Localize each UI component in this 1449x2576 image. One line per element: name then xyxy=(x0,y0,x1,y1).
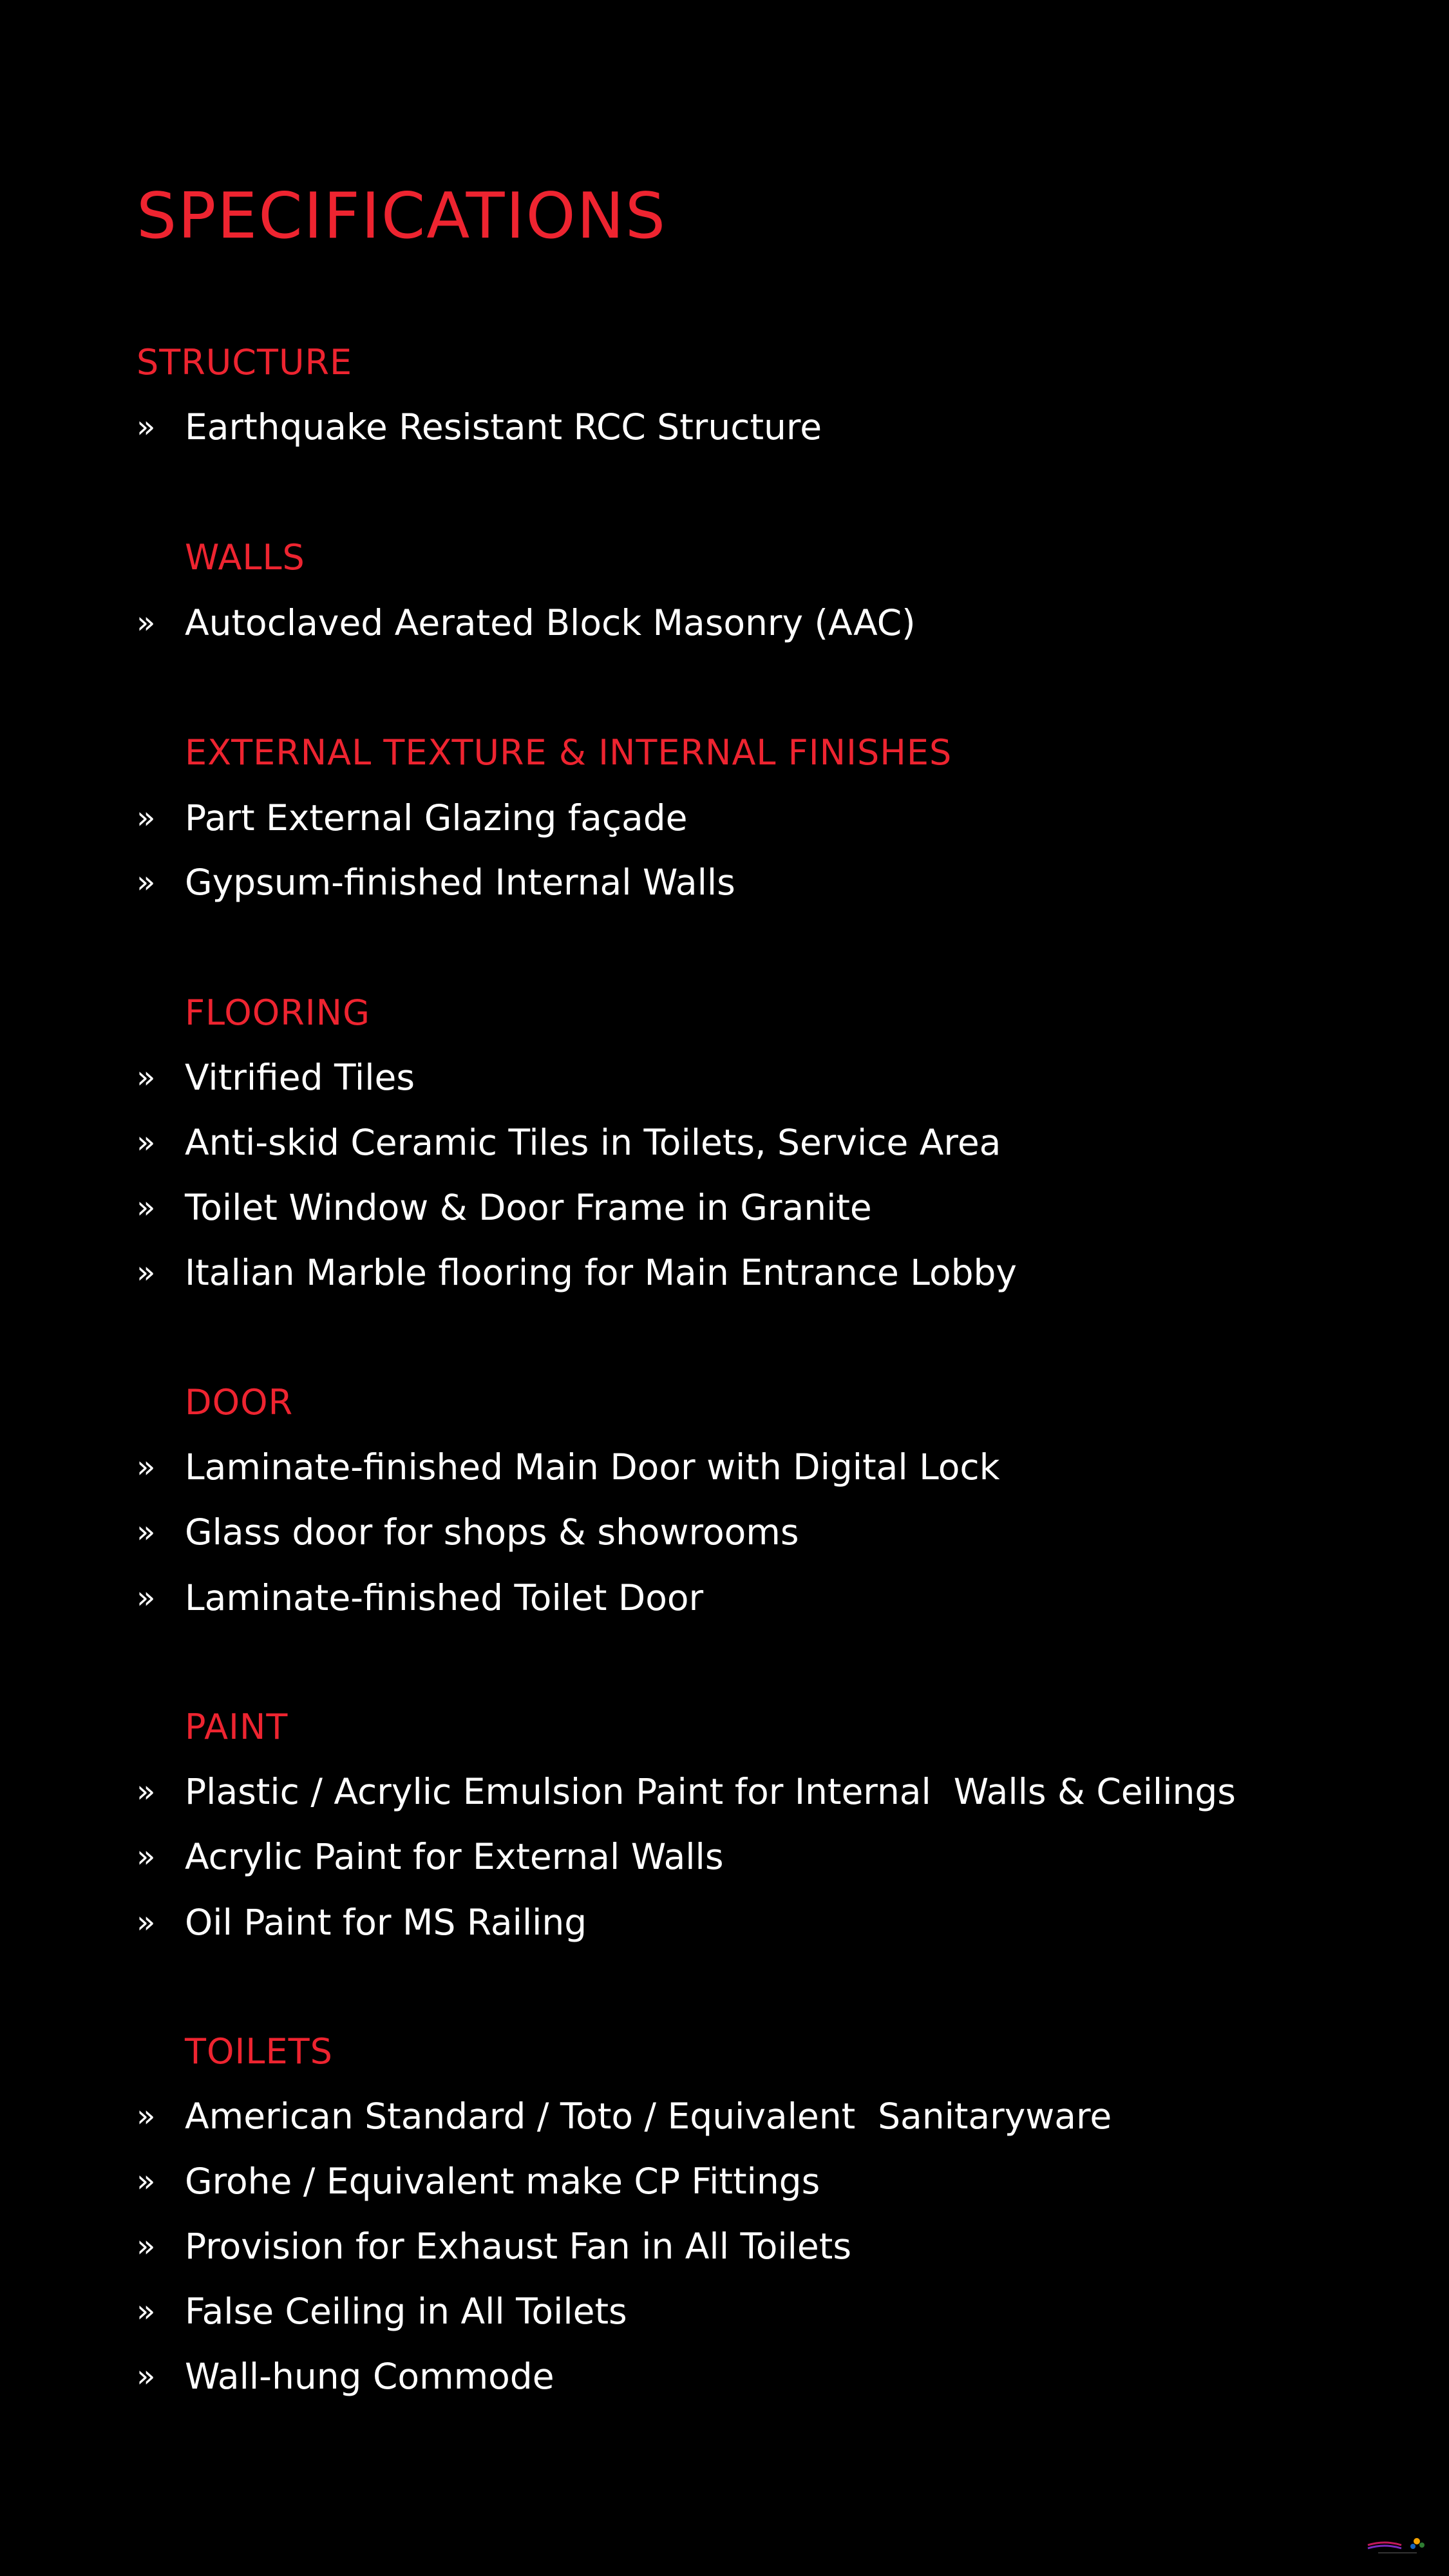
section-heading-flooring: FLOORING xyxy=(185,992,370,1033)
list-item-text: Glass door for shops & showrooms xyxy=(185,1511,799,1553)
list-item-text: Wall-hung Commode xyxy=(185,2356,554,2397)
section-heading-door: DOOR xyxy=(185,1382,294,1423)
section-heading-toilets: TOILETS xyxy=(185,2031,333,2072)
list-item-text: Earthquake Resistant RCC Structure xyxy=(185,406,822,448)
list-item-text: Grohe / Equivalent make CP Fittings xyxy=(185,2161,820,2202)
bullet-icon: » xyxy=(137,800,156,836)
list-item-text: Acrylic Paint for External Walls xyxy=(185,1836,724,1877)
list-item-text: Oil Paint for MS Railing xyxy=(185,1902,587,1943)
bullet-icon: » xyxy=(137,1514,156,1550)
page-title: SPECIFICATIONS xyxy=(137,180,667,253)
bullet-icon: » xyxy=(137,605,156,641)
list-item-text: Autoclaved Aerated Block Masonry (AAC) xyxy=(185,602,916,643)
list-item-text: Italian Marble flooring for Main Entrance Lobby xyxy=(185,1252,1017,1293)
bullet-icon: » xyxy=(137,1580,156,1616)
bullet-icon: » xyxy=(137,864,156,900)
section-heading-structure: STRUCTURE xyxy=(137,342,353,383)
bullet-icon: » xyxy=(137,2228,156,2264)
bullet-icon: » xyxy=(137,2293,156,2329)
list-item-text: Toilet Window & Door Frame in Granite xyxy=(185,1187,872,1228)
brand-logo-icon xyxy=(1365,2531,1430,2557)
bullet-icon: » xyxy=(137,1124,156,1160)
bullet-icon: » xyxy=(137,1839,156,1875)
bullet-icon: » xyxy=(137,409,156,445)
list-item-text: Part External Glazing façade xyxy=(185,797,688,838)
bullet-icon: » xyxy=(137,1255,156,1291)
list-item-text: Anti-skid Ceramic Tiles in Toilets, Service Area xyxy=(185,1122,1001,1163)
section-heading-walls: WALLS xyxy=(185,537,305,578)
list-item-text: Gypsum-finished Internal Walls xyxy=(185,862,735,903)
bullet-icon: » xyxy=(137,2358,156,2394)
bullet-icon: » xyxy=(137,1774,156,1810)
list-item-text: Laminate-finished Main Door with Digital Lock xyxy=(185,1446,1000,1488)
list-item-text: Provision for Exhaust Fan in All Toilets xyxy=(185,2226,851,2267)
section-heading-paint: PAINT xyxy=(185,1707,289,1747)
list-item-text: American Standard / Toto / Equivalent Sanitaryware xyxy=(185,2096,1112,2137)
bullet-icon: » xyxy=(137,1189,156,1226)
bullet-icon: » xyxy=(137,1904,156,1940)
bullet-icon: » xyxy=(137,1059,156,1095)
bullet-icon: » xyxy=(137,1449,156,1485)
bullet-icon: » xyxy=(137,2098,156,2134)
list-item-text: Vitrified Tiles xyxy=(185,1057,415,1098)
list-item-text: Plastic / Acrylic Emulsion Paint for Internal Walls & Ceilings xyxy=(185,1771,1236,1812)
list-item-text: Laminate-finished Toilet Door xyxy=(185,1577,704,1618)
list-item-text: False Ceiling in All Toilets xyxy=(185,2291,627,2332)
section-heading-external-texture: EXTERNAL TEXTURE & INTERNAL FINISHES xyxy=(185,732,952,773)
bullet-icon: » xyxy=(137,2163,156,2199)
